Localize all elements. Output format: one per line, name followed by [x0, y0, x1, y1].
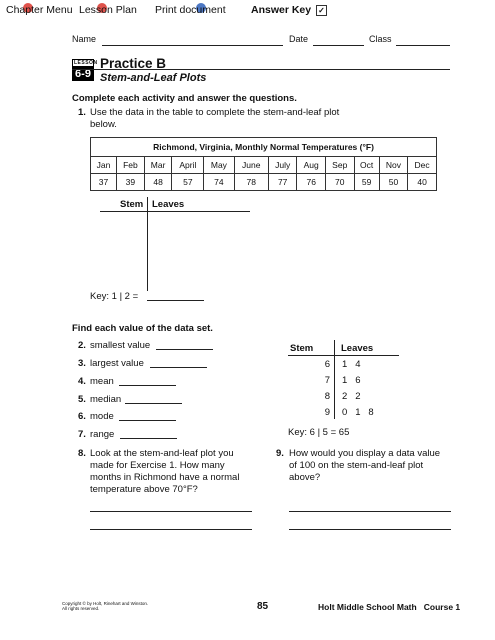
value-cell: 48	[144, 174, 172, 191]
answer-key-link[interactable]: Answer Key ✓	[251, 4, 327, 16]
page-subtitle: Stem-and-Leaf Plots	[100, 72, 207, 84]
name-line[interactable]	[102, 45, 283, 46]
q2-number: 2.	[78, 340, 86, 351]
q9-number: 9.	[276, 448, 284, 459]
month-cell: Jan	[91, 157, 117, 174]
q5-number: 5.	[78, 394, 86, 405]
print-document-link[interactable]: Print document	[155, 4, 226, 16]
copyright-line2: All rights reserved.	[62, 606, 100, 611]
q1-leaves-header: Leaves	[152, 199, 185, 210]
table-caption: Richmond, Virginia, Monthly Normal Temperatures (°F)	[91, 138, 437, 157]
instructions: Complete each activity and answer the questions.	[72, 93, 297, 104]
plot2-leaves: 0 1 8	[342, 407, 374, 418]
plot2-leaves-header: Leaves	[341, 343, 374, 354]
month-cell: June	[234, 157, 268, 174]
lesson-plan-link[interactable]: Lesson Plan	[79, 4, 137, 16]
q9-line: above?	[289, 472, 321, 483]
page-title: Practice B	[100, 56, 167, 71]
q1-text-line2: below.	[90, 119, 117, 130]
plot2-header-rule	[288, 355, 399, 356]
month-cell: Nov	[379, 157, 408, 174]
q1-number: 1.	[78, 107, 86, 118]
plot2-leaves: 2 2	[342, 391, 361, 402]
q6-number: 6.	[78, 411, 86, 422]
class-label: Class	[369, 34, 392, 44]
q3-number: 3.	[78, 358, 86, 369]
plot2-leaves: 1 4	[342, 359, 361, 370]
plot2-divider	[334, 340, 335, 419]
q4-number: 4.	[78, 376, 86, 387]
date-label: Date	[289, 34, 309, 44]
temperature-table	[90, 137, 437, 191]
plot2-stem: 6	[324, 359, 330, 370]
name-label: Name	[72, 34, 97, 44]
month-cell: Oct	[354, 157, 379, 174]
q4-label: mean	[90, 376, 114, 387]
copyright-line1: Copyright © by Holt, Rinehart and Winston.	[62, 601, 149, 606]
q8-line: made for Exercise 1. How many	[90, 460, 225, 471]
date-line[interactable]	[313, 45, 364, 46]
value-cell: 57	[172, 174, 204, 191]
value-cell: 40	[408, 174, 437, 191]
q9-answer-line-2[interactable]	[289, 529, 451, 530]
month-cell: Aug	[297, 157, 326, 174]
value-cell: 50	[379, 174, 408, 191]
q4-answer-line[interactable]	[119, 385, 176, 386]
q7-answer-line[interactable]	[120, 438, 177, 439]
value-cell: 70	[325, 174, 354, 191]
q8-number: 8.	[78, 448, 86, 459]
q2-label: smallest value	[90, 340, 151, 351]
value-cell: 77	[268, 174, 297, 191]
value-cell: 78	[234, 174, 268, 191]
plot2-stem: 9	[324, 407, 330, 418]
lesson-number: 6-9	[72, 67, 94, 81]
plot2-stem-header: Stem	[290, 343, 314, 354]
months-row	[91, 157, 437, 174]
value-cell: 39	[117, 174, 145, 191]
plot2-stem: 8	[324, 391, 330, 402]
answer-key-checkbox-icon[interactable]: ✓	[316, 5, 327, 16]
q1-stem-header: Stem	[120, 199, 144, 210]
find-heading: Find each value of the data set.	[72, 323, 213, 334]
q1-plot-header-rule	[100, 211, 250, 212]
lesson-label: LESSON	[74, 60, 98, 66]
q6-answer-line[interactable]	[119, 420, 176, 421]
q9-line: of 100 on the stem-and-leaf plot	[289, 460, 424, 471]
q8-answer-line-2[interactable]	[90, 529, 252, 530]
value-cell: 59	[354, 174, 379, 191]
month-cell: Sep	[325, 157, 354, 174]
chapter-menu-link[interactable]: Chapter Menu	[6, 4, 73, 16]
month-cell: April	[172, 157, 204, 174]
month-cell: Feb	[117, 157, 145, 174]
q5-label: median	[90, 394, 122, 405]
plot2-stem: 7	[324, 375, 330, 386]
q1-plot-answer-area[interactable]	[148, 213, 248, 289]
value-cell: 37	[91, 174, 117, 191]
q5-answer-line[interactable]	[125, 403, 182, 404]
q8-line: temperature above 70°F?	[90, 484, 198, 495]
book-title: Holt Middle School Math Course 1	[318, 602, 461, 612]
month-cell: May	[204, 157, 234, 174]
value-cell: 76	[297, 174, 326, 191]
class-line[interactable]	[396, 45, 450, 46]
q3-answer-line[interactable]	[150, 367, 207, 368]
plot2-key: Key: 6 | 5 = 65	[288, 427, 350, 438]
q9-answer-line-1[interactable]	[289, 511, 451, 512]
month-cell: Mar	[144, 157, 172, 174]
q1-key-answer-line[interactable]	[147, 300, 204, 301]
month-cell: July	[268, 157, 297, 174]
q6-label: mode	[90, 411, 114, 422]
q9-line: How would you display a data value	[289, 448, 441, 459]
plot2-leaves: 1 6	[342, 375, 361, 386]
q7-label: range	[90, 429, 115, 440]
lesson-badge	[72, 59, 98, 81]
q7-number: 7.	[78, 429, 86, 440]
q8-answer-line-1[interactable]	[90, 511, 252, 512]
page-number: 85	[257, 601, 269, 612]
q2-answer-line[interactable]	[156, 349, 213, 350]
month-cell: Dec	[408, 157, 437, 174]
q3-label: largest value	[90, 358, 144, 369]
value-cell: 74	[204, 174, 234, 191]
q8-line: Look at the stem-and-leaf plot you	[90, 448, 234, 459]
q8-line: months in Richmond have a normal	[90, 472, 240, 483]
q1-key-label: Key: 1 | 2 =	[90, 291, 139, 302]
values-row	[91, 174, 437, 191]
q1-text-line1: Use the data in the table to complete the stem-and-leaf plot	[90, 107, 340, 118]
